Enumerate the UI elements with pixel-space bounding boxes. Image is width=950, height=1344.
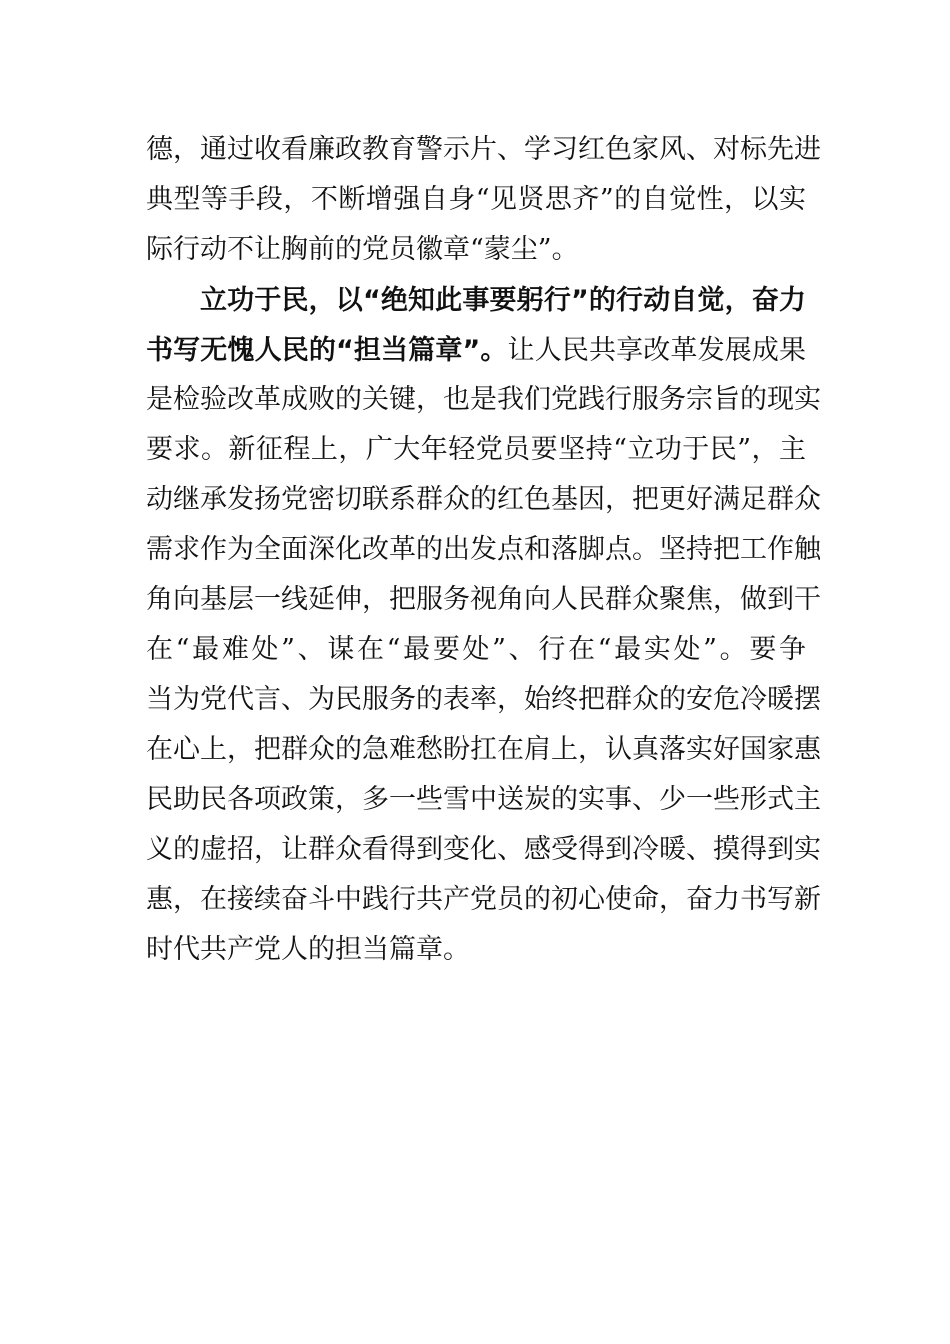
text-line-mixed [146,331,806,371]
paragraph-heading-end: 书写无愧人民的“担当篇章”。 [146,335,508,366]
text-line: 民助民各项政策，多一些雪中送炭的实事、少一些形式主 [146,784,821,815]
text-line: 在“最难处”、谋在“最要处”、行在“最实处”。要争 [146,634,806,665]
text-line: 义的虚招，让群众看得到变化、感受得到冷暖、摸得到实 [146,834,821,865]
text-line: 是检验改革成败的关键，也是我们党践行服务宗旨的现实 [146,384,821,415]
text-line: 惠，在接续奋斗中践行共产党员的初心使命，奋力书写新 [146,884,821,915]
paragraph-heading: 立功于民，以“绝知此事要躬行”的行动自觉，奋力 [200,285,806,316]
text-line: 动继承发扬党密切联系群众的红色基因，把更好满足群众 [146,484,821,515]
text-line: 在心上，把群众的急难愁盼扛在肩上，认真落实好国家惠 [146,734,821,765]
text-line: 角向基层一线延伸，把服务视角向人民群众聚焦，做到干 [146,584,821,615]
text-line: 时代共产党人的担当篇章。 [146,934,470,965]
text-line: 需求作为全面深化改革的出发点和落脚点。坚持把工作触 [146,534,821,565]
text-line: 际行动不让胸前的党员徽章“蒙尘”。 [146,234,579,265]
text-line: 要求。新征程上，广大年轻党员要坚持“立功于民”，主 [146,434,806,465]
text-line: 当为党代言、为民服务的表率，始终把群众的安危冷暖摆 [146,684,821,715]
text-line: 德，通过收看廉政教育警示片、学习红色家风、对标先进 [146,134,821,165]
text-segment: 让人民共享改革发展成果 [507,335,807,366]
text-line: 典型等手段，不断增强自身“见贤思齐”的自觉性，以实 [146,184,806,215]
